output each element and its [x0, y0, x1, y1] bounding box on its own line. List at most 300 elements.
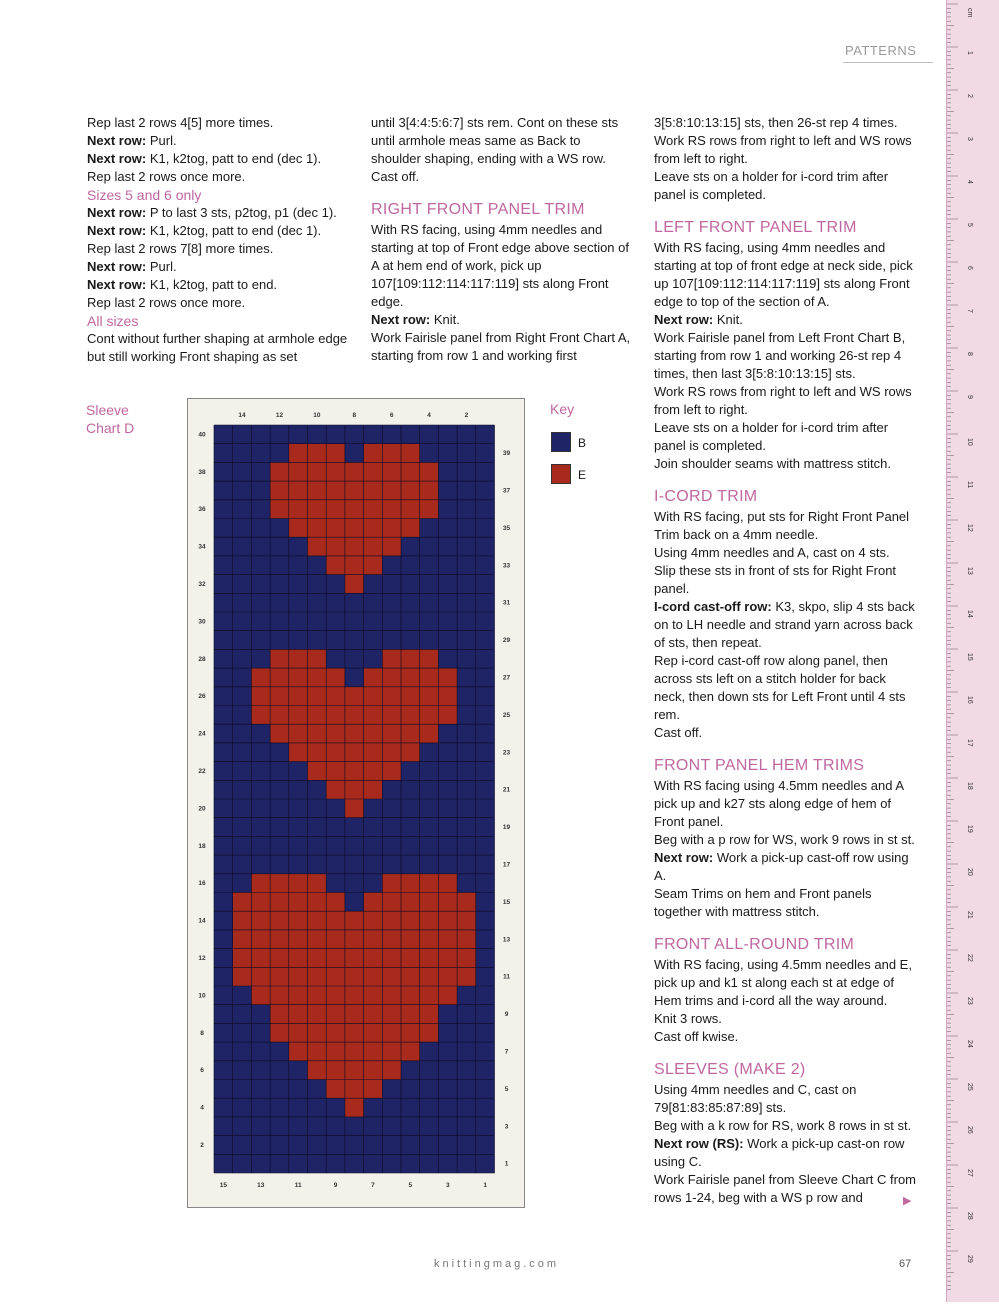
continue-arrow-icon: ▶ — [903, 1195, 912, 1207]
instruction-line: Rep last 2 rows once more. — [87, 295, 246, 310]
chart-stitch — [382, 519, 401, 538]
chart-stitch — [382, 949, 401, 968]
section-heading: LEFT FRONT PANEL TRIM — [654, 219, 857, 236]
left-row-label: 6 — [200, 1067, 204, 1075]
chart-stitch — [420, 500, 439, 519]
chart-stitch — [382, 1005, 401, 1024]
bottom-stitch-label: 3 — [445, 1182, 450, 1189]
chart-stitch — [308, 462, 327, 481]
chart-stitch — [420, 724, 439, 743]
chart-stitch — [270, 649, 289, 668]
chart-stitch — [364, 949, 383, 968]
chart-stitch — [270, 893, 289, 912]
chart-stitch — [308, 911, 327, 930]
chart-stitch — [289, 949, 308, 968]
chart-stitch — [308, 967, 327, 986]
instruction-line: Leave sts on a holder for i-cord trim after panel is completed. — [654, 169, 889, 202]
instruction-label: Next row: — [654, 850, 714, 865]
chart-stitch — [364, 893, 383, 912]
section-heading: I-CORD TRIM — [654, 488, 758, 505]
top-stitch-label: 6 — [389, 412, 394, 419]
chart-stitch — [308, 706, 327, 725]
chart-stitch — [326, 930, 345, 949]
chart-stitch — [270, 986, 289, 1005]
chart-stitch — [382, 986, 401, 1005]
ruler-mark: 8 — [966, 352, 973, 356]
instruction-line: Next row: Knit. — [371, 312, 460, 327]
page-number: 67 — [899, 1258, 912, 1270]
chart-stitch — [326, 911, 345, 930]
instruction-line: Leave sts on a holder for i-cord trim after panel is completed. — [654, 420, 889, 453]
chart-stitch — [382, 1042, 401, 1061]
chart-stitch — [401, 874, 420, 893]
chart-stitch — [382, 1023, 401, 1042]
instruction-label: Next row: — [87, 151, 147, 166]
instruction-line: Using 4mm needles and A, cast on 4 sts. — [654, 545, 890, 560]
chart-stitch — [364, 762, 383, 781]
ruler-mark: 13 — [966, 567, 973, 575]
chart-stitch — [401, 986, 420, 1005]
left-row-label: 12 — [198, 954, 206, 962]
ruler-mark: 10 — [966, 438, 973, 446]
chart-stitch — [401, 444, 420, 463]
instruction-line: Join shoulder seams with mattress stitch. — [654, 456, 891, 471]
instruction-line: With RS facing using 4.5mm needles and A pick up and k27 sts along edge of hem of Front panel. — [654, 778, 904, 829]
chart-stitch — [382, 930, 401, 949]
left-row-label: 22 — [198, 767, 206, 775]
left-row-label: 2 — [200, 1141, 204, 1149]
chart-stitch — [382, 481, 401, 500]
chart-stitch — [233, 967, 252, 986]
chart-stitch — [401, 519, 420, 538]
instruction-line: Next row: K1, k2tog, patt to end (dec 1). — [87, 223, 322, 238]
left-row-label: 16 — [198, 880, 206, 888]
right-row-label: 3 — [504, 1123, 509, 1131]
chart-stitch — [438, 967, 457, 986]
right-row-label: 29 — [502, 637, 511, 645]
chart-stitch — [382, 762, 401, 781]
left-row-label: 36 — [198, 506, 206, 514]
chart-stitch — [270, 930, 289, 949]
chart-stitch — [364, 1042, 383, 1061]
instruction-line: Next row: K1, k2tog, patt to end (dec 1). — [87, 151, 322, 166]
ruler-mark: 23 — [966, 997, 973, 1005]
right-row-label: 13 — [502, 936, 511, 944]
right-row-label: 33 — [502, 562, 511, 570]
chart-stitch — [326, 1061, 345, 1080]
chart-stitch — [364, 668, 383, 687]
chart-stitch — [345, 780, 364, 799]
key-swatch-e — [551, 464, 571, 484]
chart-stitch — [326, 519, 345, 538]
key-title: Key — [550, 401, 575, 417]
chart-stitch — [326, 706, 345, 725]
chart-stitch — [345, 575, 364, 594]
left-row-label: 26 — [198, 693, 206, 701]
chart-stitch — [382, 444, 401, 463]
ruler-mark: 17 — [966, 739, 973, 747]
chart-stitch — [270, 481, 289, 500]
instruction-line: Rep i-cord cast-off row along panel, then across sts left on a stitch holder for back neck, then down sts for Left Front until 4 sts rem. — [654, 653, 906, 722]
chart-stitch — [308, 1061, 327, 1080]
instruction-line: Work RS rows from right to left and WS rows from left to right. — [654, 384, 912, 417]
chart-stitch — [289, 1023, 308, 1042]
column-2 — [371, 114, 633, 365]
chart-stitch — [289, 687, 308, 706]
chart-stitch — [270, 668, 289, 687]
bottom-stitch-label: 11 — [294, 1182, 302, 1189]
bottom-stitch-label: 5 — [408, 1182, 413, 1189]
chart-stitch — [438, 986, 457, 1005]
instruction-line: 3[5:8:10:13:15] sts, then 26-st rep 4 times. — [654, 115, 898, 130]
chart-stitch — [401, 481, 420, 500]
right-row-label: 7 — [504, 1048, 509, 1056]
chart-stitch — [401, 893, 420, 912]
chart-stitch — [420, 649, 439, 668]
chart-stitch — [364, 724, 383, 743]
right-row-label: 21 — [502, 786, 511, 794]
chart-stitch — [326, 949, 345, 968]
top-stitch-label: 10 — [313, 412, 321, 419]
chart-stitch — [326, 1080, 345, 1099]
chart-stitch — [382, 687, 401, 706]
chart-stitch — [364, 481, 383, 500]
column-1 — [87, 114, 359, 366]
instruction-line: Using 4mm needles and C, cast on 79[81:83:85:87:89] sts. — [654, 1082, 857, 1115]
chart-stitch — [382, 706, 401, 725]
chart-stitch — [345, 1005, 364, 1024]
chart-stitch — [270, 1023, 289, 1042]
chart-stitch — [364, 444, 383, 463]
chart-stitch — [251, 967, 270, 986]
chart-stitch — [326, 893, 345, 912]
chart-stitch — [345, 537, 364, 556]
ruler-mark: 27 — [966, 1169, 973, 1177]
chart-stitch — [326, 687, 345, 706]
chart-stitch — [382, 1061, 401, 1080]
chart-stitch — [420, 481, 439, 500]
right-row-label: 5 — [504, 1085, 509, 1093]
chart-stitch — [438, 687, 457, 706]
chart-stitch — [382, 893, 401, 912]
instruction-line: Next row: Purl. — [87, 259, 177, 274]
chart-stitch — [270, 911, 289, 930]
instruction-line: Next row: P to last 3 sts, p2tog, p1 (dec 1). — [87, 205, 337, 220]
chart-stitch — [420, 706, 439, 725]
chart-stitch — [308, 481, 327, 500]
section-heading: FRONT PANEL HEM TRIMS — [654, 757, 865, 774]
chart-stitch — [326, 1023, 345, 1042]
chart-stitch — [345, 1042, 364, 1061]
chart-stitch — [382, 537, 401, 556]
chart-stitch — [364, 1005, 383, 1024]
right-row-label: 31 — [502, 599, 511, 607]
instruction-line: Work Fairisle panel from Right Front Chart A, starting from row 1 and working first — [371, 330, 631, 363]
ruler-mark: 15 — [966, 653, 973, 661]
chart-stitch — [308, 893, 327, 912]
chart-stitch — [233, 930, 252, 949]
chart-stitch — [326, 762, 345, 781]
instruction-line: Seam Trims on hem and Front panels together with mattress stitch. — [654, 886, 872, 919]
chart-stitch — [420, 668, 439, 687]
chart-stitch — [364, 500, 383, 519]
instruction-line: Next row: K1, k2tog, patt to end. — [87, 277, 278, 292]
chart-stitch — [345, 519, 364, 538]
chart-stitch — [308, 724, 327, 743]
chart-stitch — [345, 799, 364, 818]
chart-stitch — [308, 668, 327, 687]
chart-stitch — [382, 911, 401, 930]
chart-stitch — [364, 706, 383, 725]
chart-stitch — [457, 911, 476, 930]
right-row-label: 11 — [503, 973, 510, 981]
footer-url[interactable]: knittingmag.com — [434, 1258, 560, 1270]
ruler-mark: 25 — [966, 1083, 973, 1091]
chart-stitch — [289, 874, 308, 893]
ruler-mark: 4 — [966, 180, 973, 184]
chart-stitch — [345, 930, 364, 949]
column-3 — [654, 114, 916, 1207]
chart-stitch — [326, 481, 345, 500]
instruction-line: Next row: Purl. — [87, 133, 177, 148]
chart-stitch — [364, 911, 383, 930]
chart-stitch — [438, 668, 457, 687]
ruler-mark: 20 — [966, 868, 973, 876]
chart-stitch — [270, 1005, 289, 1024]
chart-stitch — [345, 706, 364, 725]
chart-stitch — [401, 1005, 420, 1024]
ruler-mark: cm — [966, 8, 973, 18]
ruler-mark: 18 — [966, 782, 973, 790]
ruler-mark: 28 — [966, 1212, 973, 1220]
chart-stitch — [289, 706, 308, 725]
chart-stitch — [308, 444, 327, 463]
key-label-b: B — [578, 436, 587, 450]
ruler-mark: 19 — [966, 825, 973, 833]
right-row-label: 35 — [502, 524, 511, 532]
knitting-chart — [188, 399, 524, 1207]
chart-stitch — [326, 462, 345, 481]
chart-stitch — [382, 668, 401, 687]
chart-stitch — [401, 967, 420, 986]
instruction-line: Cast off kwise. — [654, 1029, 739, 1044]
chart-stitch — [251, 893, 270, 912]
chart-stitch — [420, 986, 439, 1005]
chart-stitch — [289, 668, 308, 687]
chart-stitch — [401, 668, 420, 687]
chart-stitch — [345, 1098, 364, 1117]
chart-stitch — [345, 949, 364, 968]
right-row-label: 19 — [502, 824, 511, 832]
chart-stitch — [289, 724, 308, 743]
chart-stitch — [438, 893, 457, 912]
chart-stitch — [251, 986, 270, 1005]
header-rule — [843, 62, 933, 63]
chart-stitch — [345, 743, 364, 762]
chart-stitch — [401, 462, 420, 481]
instruction-line: With RS facing, using 4.5mm needles and E, pick up and k1 st along each st at edge of Hem trims and i-cord all the way around. — [654, 957, 912, 1008]
chart-stitch — [401, 930, 420, 949]
right-row-label: 15 — [502, 898, 511, 906]
chart-stitch — [251, 706, 270, 725]
ruler-mark: 6 — [966, 266, 973, 270]
instruction-label: Next row: — [654, 312, 714, 327]
chart-stitch — [289, 462, 308, 481]
chart-stitch — [382, 500, 401, 519]
left-row-label: 30 — [198, 618, 206, 626]
chart-stitch — [345, 911, 364, 930]
instruction-line: Next row: Work a pick-up cast-off row using A. — [654, 850, 909, 883]
ruler-mark: 16 — [966, 696, 973, 704]
chart-stitch — [401, 949, 420, 968]
chart-stitch — [345, 481, 364, 500]
chart-stitch — [345, 1061, 364, 1080]
instruction-line: Rep last 2 rows once more. — [87, 169, 246, 184]
left-row-label: 10 — [198, 992, 206, 1000]
chart-stitch — [364, 1023, 383, 1042]
top-stitch-label: 2 — [464, 412, 469, 419]
subheading: Sizes 5 and 6 only — [87, 187, 202, 203]
chart-stitch — [251, 949, 270, 968]
ruler — [946, 0, 999, 1302]
chart-stitch — [364, 930, 383, 949]
ruler-mark: 12 — [966, 524, 973, 532]
chart-stitch — [233, 949, 252, 968]
chart-stitch — [382, 743, 401, 762]
chart-stitch — [364, 1080, 383, 1099]
chart-stitch — [438, 874, 457, 893]
chart-stitch — [382, 967, 401, 986]
chart-stitch — [308, 500, 327, 519]
chart-stitch — [270, 687, 289, 706]
chart-stitch — [345, 556, 364, 575]
left-row-label: 32 — [198, 580, 206, 588]
chart-stitch — [345, 1080, 364, 1099]
ruler-mark: 22 — [966, 954, 973, 962]
chart-stitch — [326, 967, 345, 986]
instruction-line: With RS facing, using 4mm needles and starting at top of front edge at neck side, pick up 107[109:112:114:117:119] sts along Front edge to top of the section of A. — [654, 240, 913, 309]
left-row-label: 18 — [198, 842, 206, 850]
ruler-mark: 24 — [966, 1040, 973, 1048]
instruction-line: I-cord cast-off row: K3, skpo, slip 4 sts back on to LH needle and strand yarn across back of sts, then repeat. — [654, 599, 915, 650]
instruction-line: With RS facing, using 4mm needles and starting at top of Front edge above section of A at hem end of work, pick up 107[109:112:114:117:119] sts along Front edge. — [371, 222, 629, 309]
chart-stitch — [270, 967, 289, 986]
instruction-line: Beg with a k row for RS, work 8 rows in st st. — [654, 1118, 912, 1133]
chart-stitch — [420, 930, 439, 949]
instruction-line: Beg with a p row for WS, work 9 rows in st st. — [654, 832, 915, 847]
instruction-line: until 3[4:4:5:6:7] sts rem. Cont on these sts until armhole meas same as Back to shoulder shaping, ending with a WS row. Cast off. — [371, 115, 619, 184]
left-row-label: 38 — [198, 468, 206, 476]
left-row-label: 20 — [198, 805, 206, 813]
right-row-label: 37 — [502, 487, 511, 495]
ruler-mark: 29 — [966, 1255, 973, 1263]
chart-stitch — [308, 687, 327, 706]
chart-stitch — [420, 1005, 439, 1024]
chart-stitch — [420, 687, 439, 706]
right-row-label: 39 — [502, 450, 511, 458]
chart-stitch — [438, 930, 457, 949]
chart-stitch — [401, 1042, 420, 1061]
ruler-mark: 14 — [966, 610, 973, 618]
chart-stitch — [270, 874, 289, 893]
chart-stitch — [326, 986, 345, 1005]
instruction-line: Cast off. — [654, 725, 703, 740]
chart-stitch — [308, 649, 327, 668]
chart-stitch — [233, 893, 252, 912]
chart-stitch — [457, 967, 476, 986]
chart-stitch — [364, 986, 383, 1005]
left-row-label: 34 — [198, 543, 206, 551]
instruction-label: Next row: — [87, 259, 147, 274]
chart-stitch — [345, 462, 364, 481]
right-row-label: 27 — [502, 674, 511, 682]
instruction-line: Work Fairisle panel from Left Front Chart B, starting from row 1 and working 26-st rep 4 times, then last 3[5:8:10:13:15] sts. — [654, 330, 906, 381]
chart-stitch — [420, 967, 439, 986]
chart-stitch — [308, 1023, 327, 1042]
chart-stitch — [289, 500, 308, 519]
chart-stitch — [364, 743, 383, 762]
instruction-line: Work RS rows from right to left and WS rows from left to right. — [654, 133, 912, 166]
chart-stitch — [438, 911, 457, 930]
ruler-mark: 3 — [966, 137, 973, 141]
chart-stitch — [289, 911, 308, 930]
left-row-label: 8 — [200, 1029, 204, 1037]
chart-title: Sleeve Chart D — [86, 402, 135, 436]
chart-stitch — [382, 649, 401, 668]
bottom-stitch-label: 7 — [371, 1182, 375, 1189]
section-heading: FRONT ALL-ROUND TRIM — [654, 936, 855, 953]
chart-stitch — [251, 668, 270, 687]
chart-stitch — [364, 462, 383, 481]
chart-stitch — [326, 537, 345, 556]
chart-stitch — [289, 930, 308, 949]
instruction-label: Next row: — [371, 312, 431, 327]
top-stitch-label: 14 — [238, 412, 246, 419]
instruction-line: With RS facing, put sts for Right Front Panel Trim back on a 4mm needle. — [654, 509, 910, 542]
chart-stitch — [289, 986, 308, 1005]
bottom-stitch-label: 9 — [333, 1182, 338, 1189]
chart-stitch — [401, 649, 420, 668]
chart-stitch — [345, 762, 364, 781]
chart-stitch — [401, 1023, 420, 1042]
chart-stitch — [233, 911, 252, 930]
chart-stitch — [308, 762, 327, 781]
chart-stitch — [345, 1023, 364, 1042]
key-label-e: E — [578, 468, 587, 482]
section-heading: SLEEVES (MAKE 2) — [654, 1061, 806, 1078]
chart-stitch — [289, 519, 308, 538]
chart-stitch — [308, 537, 327, 556]
left-row-label: 24 — [198, 730, 206, 738]
chart-stitch — [326, 500, 345, 519]
bottom-stitch-label: 15 — [219, 1182, 227, 1189]
chart-stitch — [438, 706, 457, 725]
chart-stitch — [326, 556, 345, 575]
instruction-line: Rep last 2 rows 4[5] more times. — [87, 115, 274, 130]
chart-stitch — [401, 706, 420, 725]
top-stitch-label: 8 — [352, 412, 357, 419]
chart-stitch — [270, 724, 289, 743]
chart-stitch — [420, 911, 439, 930]
chart-stitch — [401, 743, 420, 762]
chart-stitch — [420, 1023, 439, 1042]
chart-stitch — [326, 743, 345, 762]
chart-stitch — [420, 462, 439, 481]
chart-stitch — [345, 967, 364, 986]
ruler-mark: 21 — [966, 911, 973, 919]
chart-stitch — [289, 1042, 308, 1061]
chart-stitch — [420, 874, 439, 893]
